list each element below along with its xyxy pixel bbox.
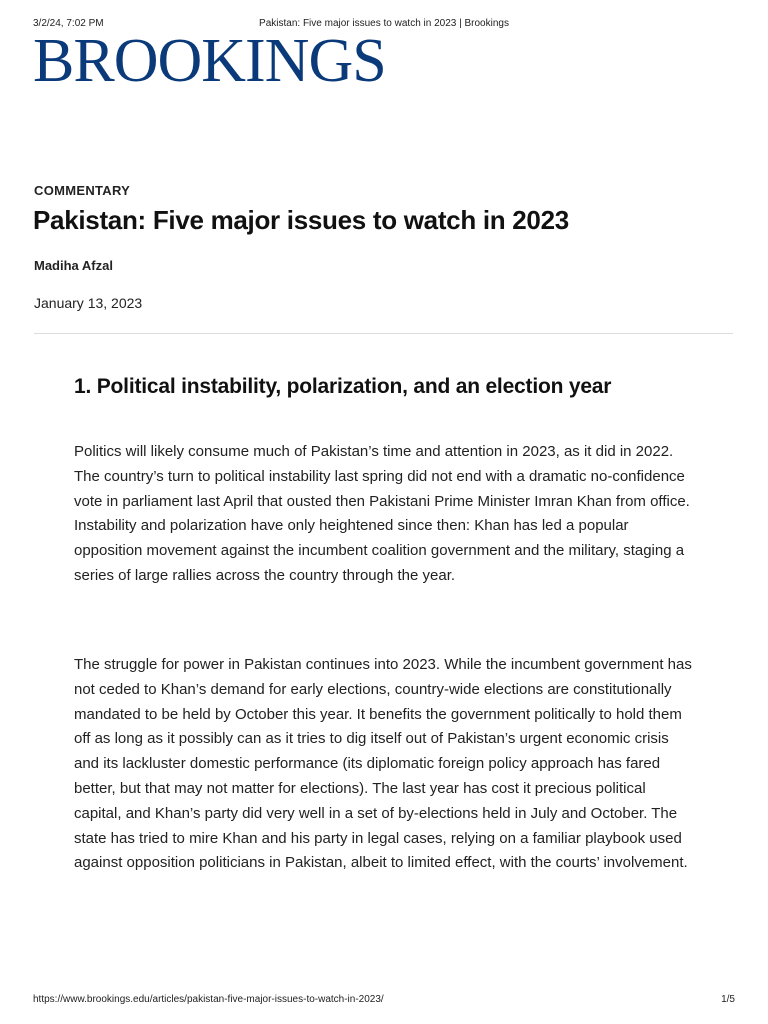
divider [34,333,733,334]
article-paragraph: Politics will likely consume much of Pakistan’s time and attention in 2023, as it did in 2022. The country’s turn to political instability last spring did not end with a dramatic no-confidence vote in parliament last April that ousted then Pakistani Prime Minister Imran Khan from office. Instability and polarization have only heightened since then: Khan has led a popular opposition movement against the incumbent coalition government and the military, staging a series of large rallies across the country through the year. [74,443,690,584]
print-page-title: Pakistan: Five major issues to watch in 2023 | Brookings [259,18,509,29]
article-category[interactable]: COMMENTARY [34,183,131,198]
section-heading: 1. Political instability, polarization, and an election year [74,375,612,398]
article-paragraph: The struggle for power in Pakistan continues into 2023. While the incumbent government has not ceded to Khan’s demand for early elections, country-wide elections are constitutionally mandated to be held by October this year. It benefits the government politically to hold them off as long as it possibly can as it tries to dig itself out of Pakistan’s urgent economic crisis and its lackluster domestic performance (its diplomatic foreign policy approach has fared better, but that may not matter for elections). The last year has cost it precious political capital, and Khan’s party did very well in a set of by-elections held in July and October. The state has tried to mire Khan and his party in legal cases, relying on a familiar playbook used against opposition politicians in Pakistan, albeit to limited effect, with the courts’ involvement. [74,656,692,872]
article-author[interactable]: Madiha Afzal [34,258,113,273]
brookings-logo[interactable]: BROOKINGS [33,27,386,95]
article-date: January 13, 2023 [34,295,143,311]
article-title: Pakistan: Five major issues to watch in 2023 [33,205,569,235]
print-footer [33,994,735,1008]
print-page-number: 1/5 [721,994,735,1005]
print-datetime: 3/2/24, 7:02 PM [33,18,104,29]
print-url: https://www.brookings.edu/articles/pakistan-five-major-issues-to-watch-in-2023/ [33,994,384,1005]
